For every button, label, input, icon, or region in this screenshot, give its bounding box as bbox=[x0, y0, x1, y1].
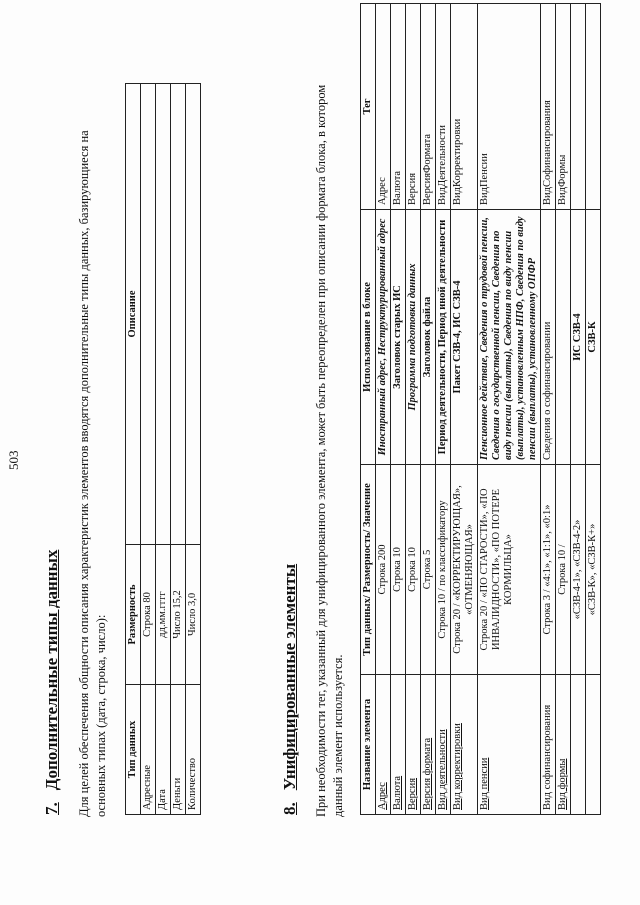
cell-element-name: Вид корректировки bbox=[451, 675, 478, 815]
cell-usage: ИС СЗВ-4 bbox=[571, 210, 586, 465]
section-7-intro: Для целей обеспечения общности описания характеристик элементов вводятся дополнительные типы данных, базирующиеся на основных типах (дата, строка, число): bbox=[77, 130, 108, 817]
cell-data-type: Строка 5 bbox=[421, 465, 436, 675]
page-number: 503 bbox=[6, 450, 21, 470]
cell-usage: Пакет СЗВ-4, ИС СЗВ-4 bbox=[451, 210, 478, 465]
cell-data-type: Строка 200 bbox=[376, 465, 391, 675]
cell-element-name: Вид формы bbox=[556, 675, 571, 815]
cell-description bbox=[171, 84, 186, 545]
additional-types-table bbox=[125, 83, 201, 815]
section-7-heading bbox=[42, 550, 62, 815]
section-8-title: Унифицированные элементы bbox=[280, 563, 299, 791]
cell-description bbox=[156, 84, 171, 545]
cell-tag: ВидПенсии bbox=[478, 4, 541, 210]
table-row bbox=[141, 84, 156, 815]
cell-dimension: Число 15,2 bbox=[171, 545, 186, 685]
header-data-type: Тип данных/ Размерность/ Значение bbox=[361, 465, 376, 675]
unified-elements-table bbox=[360, 3, 601, 815]
cell-tag bbox=[586, 4, 601, 210]
cell-tag: ВидФормы bbox=[556, 4, 571, 210]
table-header-row bbox=[361, 4, 376, 815]
cell-data-type: Строка 10 bbox=[391, 465, 406, 675]
cell-usage: СЗВ-К bbox=[586, 210, 601, 465]
cell-dimension: Число 3,0 bbox=[186, 545, 201, 685]
cell-data-type: Строка 20 / «КОРРЕКТИРУЮЩАЯ», «ОТМЕНЯЮЩАЯ» bbox=[451, 465, 478, 675]
header-type: Тип данных bbox=[126, 685, 141, 815]
header-dimension: Размерность bbox=[126, 545, 141, 685]
cell-usage: Период деятельности, Период иной деятельности bbox=[436, 210, 451, 465]
cell-data-type: Строка 20 / «ПО СТАРОСТИ», «ПО ИНВАЛИДНОСТИ», «ПО ПОТЕРЕ КОРМИЛЬЦА» bbox=[478, 465, 541, 675]
cell-element-name bbox=[586, 675, 601, 815]
cell-element-name bbox=[571, 675, 586, 815]
cell-element-name: Валюта bbox=[391, 675, 406, 815]
cell-element-name: Адрес bbox=[376, 675, 391, 815]
section-7-number: 7. bbox=[42, 802, 61, 815]
cell-tag: Адрес bbox=[376, 4, 391, 210]
cell-element-name: Вид пенсии bbox=[478, 675, 541, 815]
table-row bbox=[406, 4, 421, 815]
cell-type: Количество bbox=[186, 685, 201, 815]
cell-data-type: Строка 10 bbox=[406, 465, 421, 675]
cell-type: Адресные bbox=[141, 685, 156, 815]
cell-tag: Версия bbox=[406, 4, 421, 210]
cell-type: Деньги bbox=[171, 685, 186, 815]
cell-description bbox=[141, 84, 156, 545]
table-row bbox=[478, 4, 541, 815]
cell-data-type: Строка 10 / по классификатору bbox=[436, 465, 451, 675]
cell-usage bbox=[556, 210, 571, 465]
cell-usage: Сведения о софинансировании bbox=[541, 210, 556, 465]
cell-element-name: Версия bbox=[406, 675, 421, 815]
cell-usage: Заголовок файла bbox=[421, 210, 436, 465]
header-usage: Использование в блоке bbox=[361, 210, 376, 465]
cell-data-type: Строка 3 / «4:1», «1:1», «0:1» bbox=[541, 465, 556, 675]
cell-tag: ВидСофинансирования bbox=[541, 4, 556, 210]
cell-element-name: Вид софинансирования bbox=[541, 675, 556, 815]
table-row bbox=[436, 4, 451, 815]
cell-dimension: дд.мм.гггг bbox=[156, 545, 171, 685]
section-8-number: 8. bbox=[280, 802, 299, 815]
cell-tag: Валюта bbox=[391, 4, 406, 210]
cell-element-name: Версия формата bbox=[421, 675, 436, 815]
table-row bbox=[171, 84, 186, 815]
section-7-title: Дополнительные типы данных bbox=[42, 549, 61, 791]
table-header-row bbox=[126, 84, 141, 815]
cell-usage: Иностранный адрес, Неструктурированный адрес bbox=[376, 210, 391, 465]
header-element-name: Название элемента bbox=[361, 675, 376, 815]
header-description: Описание bbox=[126, 84, 141, 545]
cell-data-type: «СЗВ-К», «СЗВ-К+» bbox=[586, 465, 601, 675]
table-row bbox=[186, 84, 201, 815]
header-tag: Тег bbox=[361, 4, 376, 210]
section-8-heading bbox=[280, 564, 300, 815]
cell-data-type: «СЗВ-4-1», «СЗВ-4-2» bbox=[571, 465, 586, 675]
cell-data-type: Строка 10 / bbox=[556, 465, 571, 675]
table-row bbox=[376, 4, 391, 815]
table-row bbox=[421, 4, 436, 815]
cell-description bbox=[186, 84, 201, 545]
cell-tag: ВидДеятельности bbox=[436, 4, 451, 210]
table-row bbox=[571, 4, 586, 815]
cell-usage: Пенсионное действие, Сведения о трудовой пенсии, Сведения о государственной пенсии, Сведения по виду пенсии (выплаты), Сведения по виду пенсии (выплаты), установленным НПФ, Сведения по виду пенсии (выплаты), установленному ОПФР bbox=[478, 210, 541, 465]
section-8-intro: При необходимости тег, указанный для унифицированного элемента, может быть переопределен при описании формата блока, в котором данный элемент используется. bbox=[314, 84, 345, 817]
cell-dimension: Строка 80 bbox=[141, 545, 156, 685]
cell-tag bbox=[571, 4, 586, 210]
table-row bbox=[586, 4, 601, 815]
table-row bbox=[451, 4, 478, 815]
cell-type: Дата bbox=[156, 685, 171, 815]
cell-usage: Программа подготовки данных bbox=[406, 210, 421, 465]
cell-element-name: Вид деятельности bbox=[436, 675, 451, 815]
table-row bbox=[541, 4, 556, 815]
table-row bbox=[391, 4, 406, 815]
cell-tag: ВерсияФормата bbox=[421, 4, 436, 210]
cell-usage: Заголовок старых ИС bbox=[391, 210, 406, 465]
table-row bbox=[156, 84, 171, 815]
cell-tag: ВидКорректировки bbox=[451, 4, 478, 210]
table-row bbox=[556, 4, 571, 815]
